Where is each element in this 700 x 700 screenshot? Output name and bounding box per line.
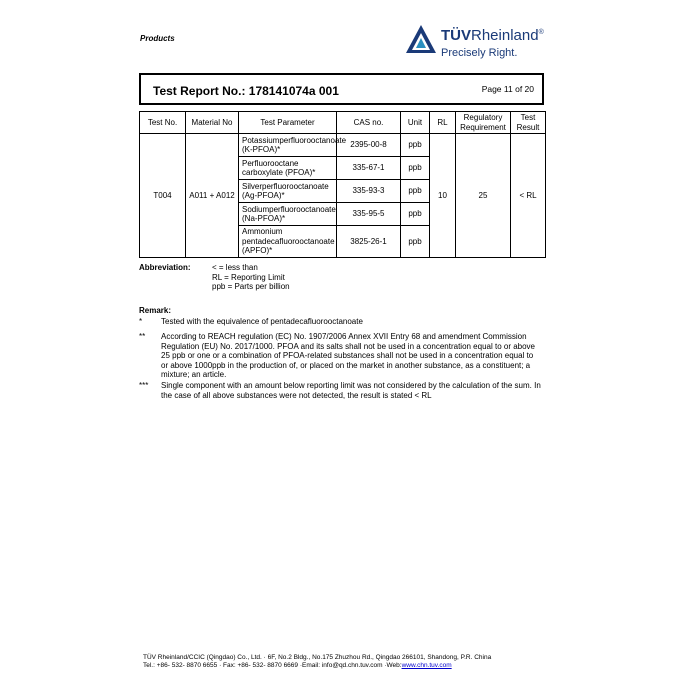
- unit-cell: ppb: [401, 226, 430, 258]
- logo-tagline: Precisely Right.: [441, 47, 518, 59]
- cas-cell: 2395-00-8: [337, 134, 401, 157]
- table-row: [140, 134, 546, 157]
- footer-contact: Tel.: +86- 532- 8870 6655 · Fax: +86- 532- 8870 6669 ·Email: info@qd.chn.tuv.com ·Web:www.chn.tuv.com: [143, 662, 452, 669]
- abbreviation-item: ppb = Parts per billion: [212, 282, 290, 291]
- remark-item: [139, 317, 539, 327]
- remark-label: Remark:: [139, 306, 172, 315]
- cas-cell: 335-93-3: [337, 180, 401, 203]
- report-header-box: [139, 73, 544, 105]
- remark-mark: ***: [139, 381, 149, 390]
- page-footer: [143, 654, 491, 670]
- unit-cell: ppb: [401, 203, 430, 226]
- column-header: Test Result: [511, 112, 546, 134]
- column-header: Unit: [401, 112, 430, 134]
- unit-cell: ppb: [401, 180, 430, 203]
- parameter-cell: Silverperfluorooctanoate (Ag-PFOA)*: [239, 180, 337, 203]
- requirement-cell: 25: [456, 134, 511, 258]
- parameter-cell: Ammonium pentadecafluorooctanoate (APFO)*: [239, 226, 337, 258]
- website-link[interactable]: www.chn.tuv.com: [401, 662, 452, 669]
- column-header: RL: [430, 112, 456, 134]
- cas-cell: 335-67-1: [337, 157, 401, 180]
- triangle-logo-icon: [405, 24, 437, 54]
- table-header-row: [140, 112, 546, 134]
- rl-cell: 10: [430, 134, 456, 258]
- unit-cell: ppb: [401, 134, 430, 157]
- remark-text: According to REACH regulation (EC) No. 1907/2006 Annex XVII Entry 68 and amendment Commission Regulation (EU) No. 2017/1000. PFOA and its salts shall not be used in a concentration equal to or above 25 ppb or one or a combination of PFOA-related substances shall not be used in a concentration equal to or above 1000ppb in the production of, or placed on the market in another substance, as a constituent; a mixture; an article.: [161, 332, 536, 379]
- remark-text: Single component with an amount below reporting limit was not considered by the calculation of the sum. In the case of all above substances were not detected, the result is stated < RL: [161, 381, 541, 400]
- page-number: Page 11 of 20: [481, 84, 534, 94]
- remark-text: Tested with the equivalence of pentadecafluorooctanoate: [161, 317, 363, 326]
- column-header: Regulatory Requirement: [456, 112, 511, 134]
- cas-cell: 3825-26-1: [337, 226, 401, 258]
- unit-cell: ppb: [401, 157, 430, 180]
- abbreviation-item: < = less than: [212, 263, 258, 272]
- abbreviation-item: RL = Reporting Limit: [212, 272, 285, 282]
- test-no-cell: T004: [140, 134, 186, 258]
- parameter-cell: Perfluorooctane carboxylate (PFOA)*: [239, 157, 337, 180]
- column-header: CAS no.: [337, 112, 401, 134]
- abbreviation-label: Abbreviation:: [139, 263, 191, 272]
- abbreviation-list: [212, 263, 290, 292]
- parameter-cell: Sodiumperfluorooctanoate (Na-PFOA)*: [239, 203, 337, 226]
- remark-item: [139, 381, 539, 401]
- footer-address: TÜV Rheinland/CCIC (Qingdao) Co., Ltd. · 6F, No.2 Bldg., No.175 Zhuzhou Rd., Qingdao 266101, Shandong, P.R. China: [143, 654, 492, 661]
- column-header: Test No.: [140, 112, 186, 134]
- cas-cell: 335-95-5: [337, 203, 401, 226]
- report-title: Test Report No.: 178141074a 001: [153, 84, 339, 98]
- result-cell: < RL: [511, 134, 546, 258]
- remark-mark: **: [139, 332, 146, 341]
- parameter-cell: Potassiumperfluorooctanoate (K-PFOA)*: [239, 134, 337, 157]
- column-header: Material No: [186, 112, 239, 134]
- results-table: [139, 111, 546, 258]
- remark-item: [139, 332, 539, 380]
- logo-name: TÜVRheinland®: [441, 27, 544, 44]
- remark-mark: *: [139, 317, 143, 326]
- section-label: Products: [140, 34, 175, 43]
- material-no-cell: A011 + A012: [186, 134, 239, 258]
- tuv-rheinland-logo: [405, 24, 560, 68]
- column-header: Test Parameter: [239, 112, 337, 134]
